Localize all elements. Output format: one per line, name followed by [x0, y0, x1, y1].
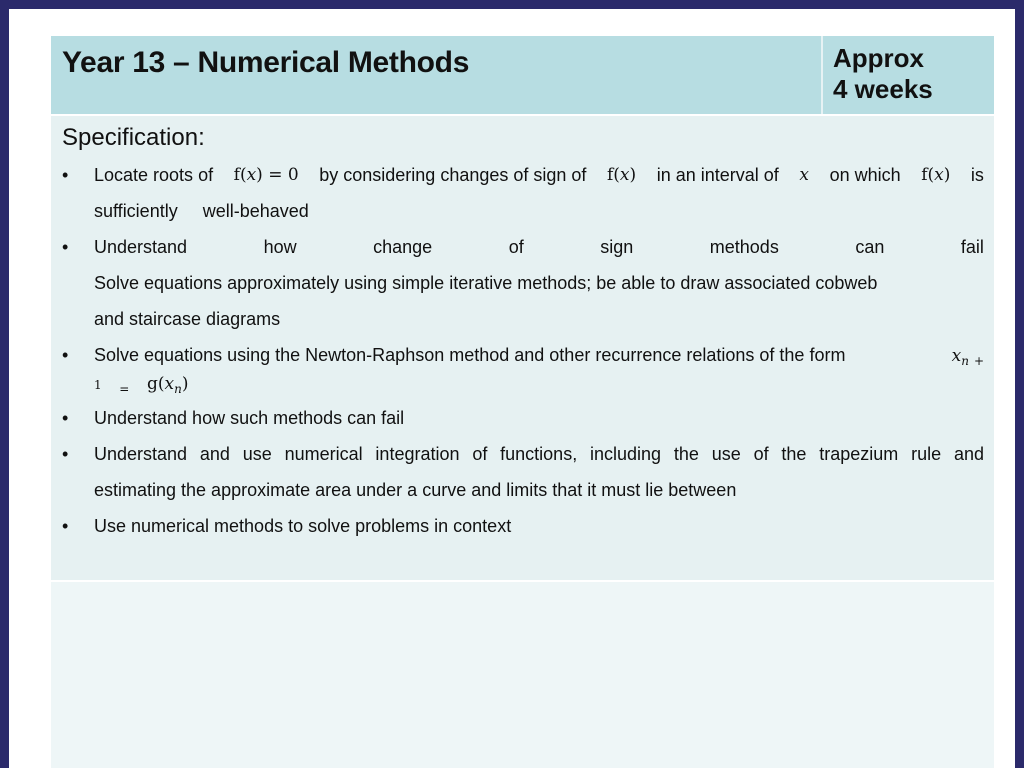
line-integration-1: Understand and use numerical integration of functions, including the use of the trapezium rule and: [94, 444, 984, 464]
list-item-methods-fail: [62, 400, 984, 436]
math-subscript: 𝑛: [961, 354, 969, 368]
math-one: 1: [94, 378, 102, 392]
word: can: [855, 237, 885, 257]
math-variable: 𝑥: [951, 346, 962, 366]
list-item-context: [62, 508, 984, 544]
bullet-point: •: [62, 444, 69, 464]
title-cell: [51, 36, 823, 114]
text-fragment: on which: [829, 165, 901, 185]
word: fail: [960, 237, 984, 257]
duration-weeks: 4 weeks: [833, 74, 933, 104]
page-title: Year 13 – Numerical Methods: [62, 46, 470, 79]
math-equation: f(𝑥) = 0: [233, 165, 299, 185]
bullet-point: •: [62, 516, 69, 536]
bullet-point: •: [62, 345, 69, 365]
bullet-point: •: [62, 165, 69, 185]
math-function-g: g(𝑥: [147, 374, 175, 394]
line-iterative-methods: Solve equations approximately using simple iterative methods; be able to draw associated cobweb: [94, 273, 878, 293]
header-table: [51, 36, 994, 114]
math-subscript: 𝑛: [174, 382, 182, 396]
bullet-point: •: [62, 408, 69, 428]
math-recurrence-left: [952, 337, 984, 379]
text-fragment: sufficiently: [94, 201, 178, 221]
line-context: Use numerical methods to solve problems in context: [94, 516, 512, 536]
math-variable: 𝑥: [799, 165, 809, 185]
math-function: f(𝑥): [921, 165, 951, 185]
empty-content-box: [51, 582, 994, 768]
list-item-locate-roots: [62, 157, 984, 229]
text-fragment: Solve equations using the Newton-Raphson method and other recurrence relations of the form: [94, 345, 846, 365]
word: change: [373, 237, 433, 257]
line-methods-fail: Understand how such methods can fail: [94, 408, 405, 428]
list-item-change-of-sign: [62, 229, 984, 337]
math-plus: +: [973, 354, 984, 368]
line-locate-roots-2: [94, 193, 984, 229]
word: Understand: [94, 237, 188, 257]
line-staircase-diagrams: and staircase diagrams: [94, 309, 281, 329]
word: methods: [709, 237, 779, 257]
math-equals: =: [119, 382, 130, 396]
list-item-numerical-integration: [62, 436, 984, 508]
text-fragment: well-behaved: [202, 201, 309, 221]
text-fragment: Locate roots of: [94, 165, 214, 185]
text-fragment: in an interval of: [656, 165, 779, 185]
duration-approx: Approx: [833, 43, 924, 73]
list-item-newton-raphson: [62, 337, 984, 400]
math-function: f(𝑥): [607, 165, 637, 185]
specification-list: [62, 157, 984, 544]
text-fragment: is: [970, 165, 984, 185]
text-fragment: by considering changes of sign of: [319, 165, 587, 185]
specification-heading: Specification:: [62, 124, 205, 151]
math-paren: ): [181, 374, 189, 394]
line-integration-2: estimating the approximate area under a curve and limits that it must lie between: [94, 480, 737, 500]
bullet-point: •: [62, 237, 69, 257]
specification-box: [51, 116, 994, 580]
word: of: [508, 237, 524, 257]
line-locate-roots-1: [94, 157, 984, 193]
word: how: [263, 237, 297, 257]
duration-cell: [823, 36, 994, 114]
word: sign: [600, 237, 634, 257]
line-change-of-sign: [94, 229, 984, 265]
